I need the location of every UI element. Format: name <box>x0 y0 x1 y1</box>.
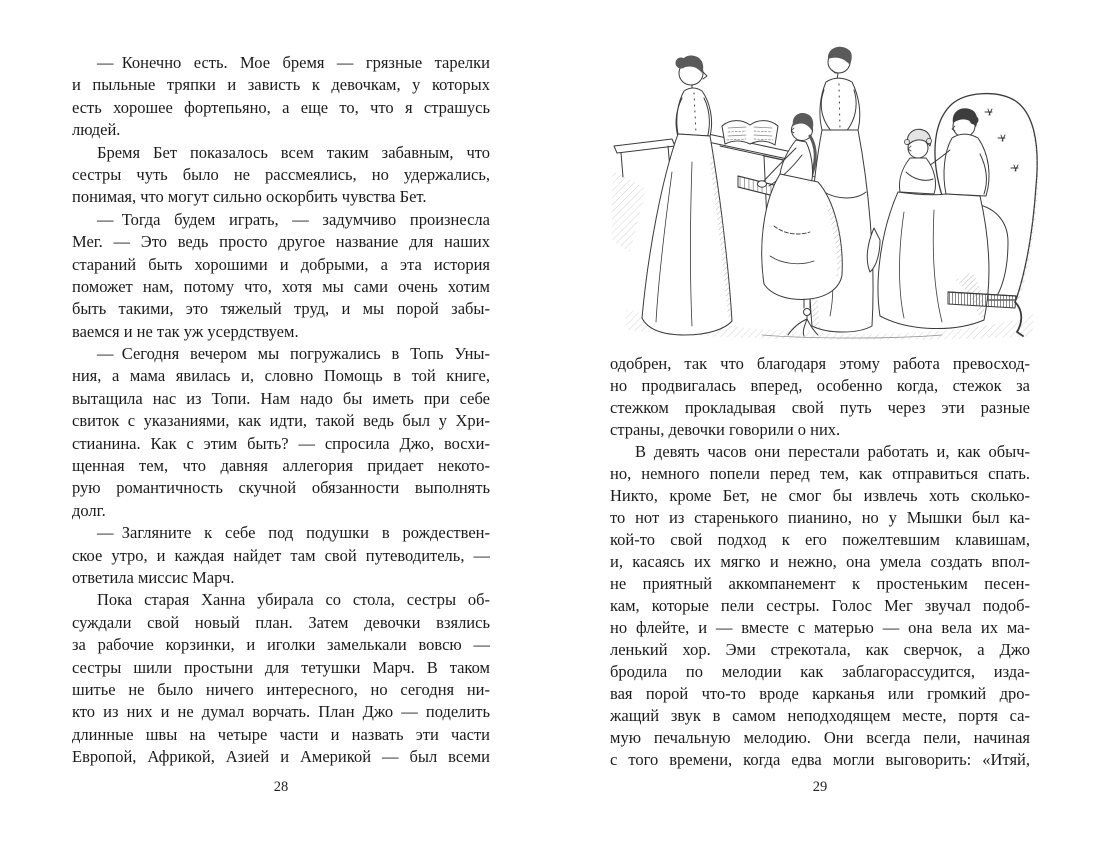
text-line: Мег. — Это ведь просто другое название для наших <box>72 232 490 252</box>
text-line: людей. <box>72 120 121 140</box>
text-line: — Конечно есть. Мое бремя — грязные тарелки <box>97 53 490 72</box>
text-line: — Сегодня вечером мы погружались в Топь Уны- <box>97 344 490 364</box>
text-line: стараний быть хорошими и добрыми, а эта история <box>72 254 490 274</box>
text-line: но флейте, и — вместе с матерью — она вела их ма- <box>610 618 1030 637</box>
text-line: жащий звук в самом неподходящем месте, портя са- <box>610 706 1030 725</box>
text-line: суждали свой новый план. Затем девочки взялись <box>72 612 490 632</box>
text-line: бродила по мелодии как заблагорассудится, изда- <box>610 662 1030 681</box>
text-line: но продвигалась вперед, особенно когда, стежок за <box>610 376 1030 395</box>
text-line: быть такими, это тяжелый труд, и мы порой забы- <box>72 299 490 319</box>
text-line: долг. <box>72 500 106 520</box>
text-line: длинные швы на четыре части и назвать эти части <box>72 724 490 744</box>
text-line: Европой, Африкой, Азией и Америкой — был всеми <box>72 747 490 767</box>
text-line: ния, а мама явилась и, словно Помощь в той книге, <box>72 366 490 386</box>
text-line: не приятный аккомпанемент к простеньким песен- <box>610 574 1030 593</box>
text-line: ответила миссис Марч. <box>72 567 235 587</box>
text-line: и пыльные тряпки и зависть к девочкам, у которых <box>72 75 490 95</box>
text-line: ское утро, и каждая найдет там свой путеводитель, — <box>72 545 490 565</box>
page-number-right: 29 <box>812 779 828 795</box>
text-line: поможет нам, потому что, хотя мы сами очень хотим <box>72 276 490 296</box>
text-line: ваемся и не так уж усердствуем. <box>72 321 299 341</box>
text-line: кой-то свой подход к его пожелтевшим клавишам, <box>610 530 1030 549</box>
text-line: и, касаясь их мягко и нежно, она умела создать впол- <box>610 552 1030 571</box>
text-line: стежком прокладывая свой путь через эти разные <box>610 398 1030 417</box>
text-line: вая порой что-то вроде карканья или громкий дро- <box>610 684 1030 703</box>
text-line: ленький хор. Эми стрекотала, как сверчок, а Джо <box>610 640 1030 659</box>
text-line: вытащила нас из Топи. Нам надо бы иметь при себе <box>72 388 490 408</box>
text-line: то нот из старенького пианино, но у Мышки был ка- <box>610 508 1030 527</box>
text-line: — Тогда будем играть, — задумчиво произнесла <box>97 209 490 229</box>
text-line: сестры шили простыни для тетушки Марч. В таком <box>72 657 490 677</box>
text-line: — Загляните к себе под подушки в рождествен- <box>97 523 490 543</box>
page-number-left: 28 <box>273 779 289 795</box>
text-line: за рабочие корзинки, и иголки замелькали вовсю — <box>72 635 490 655</box>
text-line: кто из них и не думал ворчать. План Джо — поделить <box>72 702 490 722</box>
sheet-music <box>722 121 778 145</box>
text-line: сестры чуть было не рассмеялись, но удержались, <box>72 164 490 184</box>
text-line: Бремя Бет показалось всем таким забавным, что <box>97 142 490 162</box>
text-line: страны, девочки говорили о них. <box>610 420 841 439</box>
text-line: Никто, кроме Бет, не смог бы извлечь хоть сколько- <box>610 486 1030 505</box>
right-page-text <box>610 353 1030 771</box>
text-line: понимая, что могут сильно оскорбить чувства Бет. <box>72 187 427 207</box>
text-line: одобрен, так что благодаря этому работа превосход- <box>610 354 1030 373</box>
text-line: Пока старая Ханна убирала со стола, сестры об- <box>97 590 490 610</box>
text-line: есть хорошее фортепьяно, а еще то, что я страшусь <box>72 97 490 117</box>
illustration-family-singing-at-piano <box>612 42 1038 344</box>
text-line: В девять часов они перестали работать и, как обыч- <box>635 442 1030 461</box>
left-page-text <box>72 52 490 769</box>
text-line: но, немного попели перед тем, как отправиться спать. <box>610 464 1030 483</box>
standing-girl-left <box>642 55 732 335</box>
text-line: щенная тем, что давняя аллегория придает некото- <box>72 456 490 476</box>
text-line: свиток с указаниями, как идти, такой ведь был у Хри- <box>72 411 490 431</box>
seated-girl-amy <box>899 129 935 194</box>
seated-figures-skirt <box>867 192 989 329</box>
text-line: мую печальную мелодию. Они всегда пели, начиная <box>610 728 1030 747</box>
text-line: кам, которые пели сестры. Голос Мег звучал подоб- <box>610 596 1030 615</box>
text-line: стианина. Как с этим быть? — спросила Джо, восхи- <box>72 433 490 453</box>
text-line: с того времени, когда едва могли выговорить: «Итяй, <box>610 750 1030 769</box>
text-line: шитье не было ничего интересного, но сегодня ни- <box>72 679 490 699</box>
text-line: рую романтичность скучной обязанности выполнять <box>72 478 490 498</box>
